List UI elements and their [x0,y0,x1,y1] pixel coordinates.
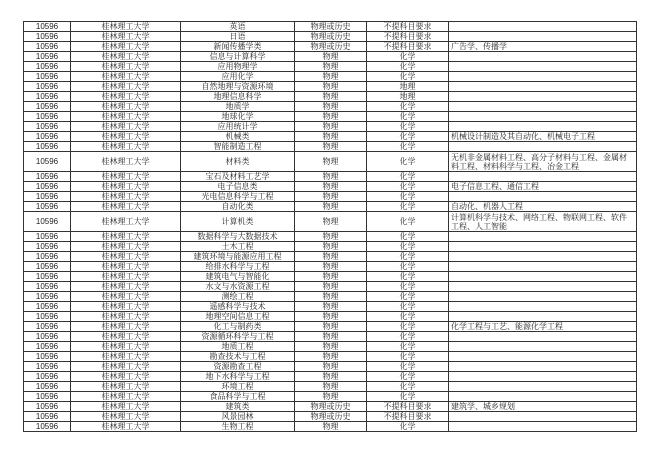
first-subject-cell: 物理 [295,132,367,142]
school-name-cell: 桂林理工大学 [71,142,181,152]
major-name-cell: 地理信息科学 [181,92,295,102]
included-majors-cell [449,362,637,372]
table-row [24,122,637,132]
major-name-cell: 地理空间信息工程 [181,312,295,322]
school-name-cell: 桂林理工大学 [71,22,181,32]
school-code-cell: 10596 [24,342,71,352]
major-name-cell: 风景园林 [181,412,295,422]
table-row [24,282,637,292]
major-name-cell: 应用化学 [181,72,295,82]
school-code-cell: 10596 [24,122,71,132]
included-majors-cell [449,172,637,182]
first-subject-cell: 物理 [295,242,367,252]
included-majors-cell [449,92,637,102]
major-name-cell: 宝石及材料工艺学 [181,172,295,182]
second-subject-cell: 化学 [367,262,449,272]
school-name-cell: 桂林理工大学 [71,372,181,382]
table-row [24,212,637,232]
school-name-cell: 桂林理工大学 [71,92,181,102]
school-name-cell: 桂林理工大学 [71,402,181,412]
second-subject-cell: 化学 [367,272,449,282]
major-name-cell: 遥感科学与技术 [181,302,295,312]
included-majors-cell [449,342,637,352]
school-name-cell: 桂林理工大学 [71,352,181,362]
school-name-cell: 桂林理工大学 [71,182,181,192]
first-subject-cell: 物理 [295,342,367,352]
school-code-cell: 10596 [24,62,71,72]
second-subject-cell: 化学 [367,382,449,392]
first-subject-cell: 物理或历史 [295,412,367,422]
included-majors-cell [449,272,637,282]
included-majors-cell: 计算机科学与技术、网络工程、物联网工程、软件工程、人工智能 [449,212,637,232]
included-majors-cell: 自动化、机器人工程 [449,202,637,212]
major-name-cell: 地球化学 [181,112,295,122]
included-majors-cell [449,62,637,72]
included-majors-cell [449,52,637,62]
included-majors-cell [449,282,637,292]
first-subject-cell: 物理 [295,62,367,72]
first-subject-cell: 物理 [295,232,367,242]
second-subject-cell: 化学 [367,252,449,262]
school-code-cell: 10596 [24,32,71,42]
school-code-cell: 10596 [24,372,71,382]
second-subject-cell: 化学 [367,332,449,342]
table-row [24,42,637,52]
table-row [24,292,637,302]
major-name-cell: 给排水科学与工程 [181,262,295,272]
first-subject-cell: 物理 [295,332,367,342]
school-name-cell: 桂林理工大学 [71,202,181,212]
school-code-cell: 10596 [24,132,71,142]
table-row [24,362,637,372]
included-majors-cell [449,292,637,302]
school-name-cell: 桂林理工大学 [71,192,181,202]
table-row [24,342,637,352]
school-code-cell: 10596 [24,112,71,122]
first-subject-cell: 物理 [295,212,367,232]
school-code-cell: 10596 [24,142,71,152]
included-majors-cell: 广告学、传播学 [449,42,637,52]
second-subject-cell: 化学 [367,202,449,212]
second-subject-cell: 化学 [367,292,449,302]
second-subject-cell: 化学 [367,152,449,172]
school-code-cell: 10596 [24,172,71,182]
second-subject-cell: 化学 [367,372,449,382]
first-subject-cell: 物理或历史 [295,42,367,52]
first-subject-cell: 物理 [295,202,367,212]
first-subject-cell: 物理 [295,102,367,112]
school-code-cell: 10596 [24,352,71,362]
major-name-cell: 资源循环科学与工程 [181,332,295,342]
school-code-cell: 10596 [24,192,71,202]
first-subject-cell: 物理或历史 [295,402,367,412]
second-subject-cell: 化学 [367,182,449,192]
table-row [24,112,637,122]
first-subject-cell: 物理 [295,252,367,262]
second-subject-cell: 化学 [367,72,449,82]
school-code-cell: 10596 [24,72,71,82]
second-subject-cell: 化学 [367,212,449,232]
school-code-cell: 10596 [24,302,71,312]
major-name-cell: 建筑电气与智能化 [181,272,295,282]
included-majors-cell [449,312,637,322]
table-row [24,422,637,432]
major-name-cell: 测绘工程 [181,292,295,302]
second-subject-cell: 化学 [367,392,449,402]
school-code-cell: 10596 [24,272,71,282]
table-row [24,32,637,42]
school-code-cell: 10596 [24,322,71,332]
major-name-cell: 资源勘查工程 [181,362,295,372]
school-name-cell: 桂林理工大学 [71,292,181,302]
major-name-cell: 自动化类 [181,202,295,212]
school-name-cell: 桂林理工大学 [71,82,181,92]
first-subject-cell: 物理 [295,322,367,332]
first-subject-cell: 物理 [295,172,367,182]
school-name-cell: 桂林理工大学 [71,332,181,342]
school-name-cell: 桂林理工大学 [71,42,181,52]
included-majors-cell [449,372,637,382]
major-name-cell: 地下水科学与工程 [181,372,295,382]
school-name-cell: 桂林理工大学 [71,122,181,132]
included-majors-cell [449,332,637,342]
table-row [24,332,637,342]
included-majors-cell [449,192,637,202]
second-subject-cell: 不提科目要求 [367,412,449,422]
first-subject-cell: 物理 [295,312,367,322]
second-subject-cell: 化学 [367,422,449,432]
first-subject-cell: 物理 [295,372,367,382]
table-row [24,62,637,72]
table-row [24,52,637,62]
table-row [24,22,637,32]
school-code-cell: 10596 [24,42,71,52]
second-subject-cell: 不提科目要求 [367,22,449,32]
school-code-cell: 10596 [24,252,71,262]
school-name-cell: 桂林理工大学 [71,32,181,42]
school-name-cell: 桂林理工大学 [71,312,181,322]
school-name-cell: 桂林理工大学 [71,242,181,252]
school-code-cell: 10596 [24,182,71,192]
second-subject-cell: 不提科目要求 [367,402,449,412]
school-code-cell: 10596 [24,382,71,392]
included-majors-cell [449,82,637,92]
major-name-cell: 勘查技术与工程 [181,352,295,362]
second-subject-cell: 化学 [367,172,449,182]
table-row [24,382,637,392]
second-subject-cell: 化学 [367,232,449,242]
school-name-cell: 桂林理工大学 [71,362,181,372]
included-majors-cell [449,392,637,402]
school-code-cell: 10596 [24,282,71,292]
school-name-cell: 桂林理工大学 [71,102,181,112]
second-subject-cell: 化学 [367,282,449,292]
first-subject-cell: 物理 [295,192,367,202]
major-name-cell: 英语 [181,22,295,32]
second-subject-cell: 化学 [367,322,449,332]
second-subject-cell: 化学 [367,362,449,372]
second-subject-cell: 化学 [367,62,449,72]
school-name-cell: 桂林理工大学 [71,412,181,422]
major-name-cell: 生物工程 [181,422,295,432]
school-code-cell: 10596 [24,362,71,372]
second-subject-cell: 化学 [367,112,449,122]
school-code-cell: 10596 [24,412,71,422]
included-majors-cell [449,422,637,432]
major-name-cell: 地质学 [181,102,295,112]
second-subject-cell: 化学 [367,192,449,202]
major-name-cell: 材料类 [181,152,295,172]
second-subject-cell: 不提科目要求 [367,42,449,52]
major-name-cell: 光电信息科学与工程 [181,192,295,202]
included-majors-cell [449,142,637,152]
major-name-cell: 新闻传播学类 [181,42,295,52]
second-subject-cell: 化学 [367,242,449,252]
first-subject-cell: 物理 [295,302,367,312]
table-row [24,252,637,262]
school-code-cell: 10596 [24,242,71,252]
included-majors-cell [449,302,637,312]
included-majors-cell: 化学工程与工艺、能源化学工程 [449,322,637,332]
table-row [24,152,637,172]
first-subject-cell: 物理 [295,152,367,172]
table-row [24,202,637,212]
table-row [24,412,637,422]
table-row [24,232,637,242]
school-name-cell: 桂林理工大学 [71,112,181,122]
major-name-cell: 应用物理学 [181,62,295,72]
table-row [24,72,637,82]
school-code-cell: 10596 [24,392,71,402]
second-subject-cell: 化学 [367,122,449,132]
school-code-cell: 10596 [24,332,71,342]
school-name-cell: 桂林理工大学 [71,132,181,142]
school-name-cell: 桂林理工大学 [71,392,181,402]
major-name-cell: 建筑环境与能源应用工程 [181,252,295,262]
second-subject-cell: 化学 [367,52,449,62]
table-row [24,102,637,112]
second-subject-cell: 不提科目要求 [367,32,449,42]
table-row [24,132,637,142]
table-row [24,312,637,322]
table-body [24,22,637,432]
table-row [24,352,637,362]
table-row [24,92,637,102]
school-code-cell: 10596 [24,312,71,322]
included-majors-cell: 电子信息工程、通信工程 [449,182,637,192]
table-row [24,372,637,382]
school-code-cell: 10596 [24,202,71,212]
school-name-cell: 桂林理工大学 [71,422,181,432]
school-code-cell: 10596 [24,422,71,432]
first-subject-cell: 物理 [295,142,367,152]
included-majors-cell [449,122,637,132]
major-name-cell: 日语 [181,32,295,42]
major-name-cell: 智能制造工程 [181,142,295,152]
school-name-cell: 桂林理工大学 [71,52,181,62]
second-subject-cell: 化学 [367,132,449,142]
first-subject-cell: 物理 [295,352,367,362]
first-subject-cell: 物理或历史 [295,32,367,42]
included-majors-cell [449,382,637,392]
included-majors-cell: 建筑学、城乡规划 [449,402,637,412]
table-row [24,262,637,272]
table-row [24,172,637,182]
school-name-cell: 桂林理工大学 [71,252,181,262]
second-subject-cell: 地理 [367,82,449,92]
first-subject-cell: 物理 [295,182,367,192]
major-name-cell: 电子信息类 [181,182,295,192]
included-majors-cell: 无机非金属材料工程、高分子材料与工程、金属材料工程、材料科学与工程、冶金工程 [449,152,637,172]
included-majors-cell [449,22,637,32]
major-name-cell: 土木工程 [181,242,295,252]
table-row [24,322,637,332]
first-subject-cell: 物理或历史 [295,22,367,32]
major-name-cell: 机械类 [181,132,295,142]
table-row [24,142,637,152]
major-name-cell: 自然地理与资源环境 [181,82,295,92]
first-subject-cell: 物理 [295,422,367,432]
school-name-cell: 桂林理工大学 [71,152,181,172]
school-code-cell: 10596 [24,52,71,62]
major-name-cell: 计算机类 [181,212,295,232]
second-subject-cell: 地理 [367,92,449,102]
included-majors-cell [449,352,637,362]
table-row [24,82,637,92]
school-name-cell: 桂林理工大学 [71,342,181,352]
included-majors-cell [449,262,637,272]
first-subject-cell: 物理 [295,362,367,372]
first-subject-cell: 物理 [295,262,367,272]
school-name-cell: 桂林理工大学 [71,382,181,392]
included-majors-cell [449,242,637,252]
school-name-cell: 桂林理工大学 [71,272,181,282]
included-majors-cell [449,72,637,82]
school-name-cell: 桂林理工大学 [71,172,181,182]
major-name-cell: 信息与计算科学 [181,52,295,62]
included-majors-cell [449,252,637,262]
first-subject-cell: 物理 [295,122,367,132]
major-name-cell: 环境工程 [181,382,295,392]
first-subject-cell: 物理 [295,112,367,122]
major-name-cell: 数据科学与大数据技术 [181,232,295,242]
school-name-cell: 桂林理工大学 [71,282,181,292]
school-name-cell: 桂林理工大学 [71,262,181,272]
school-code-cell: 10596 [24,82,71,92]
school-code-cell: 10596 [24,232,71,242]
table-row [24,242,637,252]
school-name-cell: 桂林理工大学 [71,232,181,242]
school-name-cell: 桂林理工大学 [71,302,181,312]
school-name-cell: 桂林理工大学 [71,72,181,82]
first-subject-cell: 物理 [295,82,367,92]
second-subject-cell: 化学 [367,352,449,362]
first-subject-cell: 物理 [295,272,367,282]
table-row [24,182,637,192]
first-subject-cell: 物理 [295,52,367,62]
second-subject-cell: 化学 [367,342,449,352]
major-name-cell: 化工与制药类 [181,322,295,332]
school-code-cell: 10596 [24,402,71,412]
table-row [24,402,637,412]
school-code-cell: 10596 [24,22,71,32]
major-name-cell: 地质工程 [181,342,295,352]
major-name-cell: 建筑类 [181,402,295,412]
school-name-cell: 桂林理工大学 [71,212,181,232]
second-subject-cell: 化学 [367,142,449,152]
school-code-cell: 10596 [24,102,71,112]
school-name-cell: 桂林理工大学 [71,322,181,332]
first-subject-cell: 物理 [295,292,367,302]
table-row [24,392,637,402]
included-majors-cell: 机械设计制造及其自动化、机械电子工程 [449,132,637,142]
second-subject-cell: 化学 [367,102,449,112]
table-row [24,192,637,202]
major-name-cell: 食品科学与工程 [181,392,295,402]
first-subject-cell: 物理 [295,92,367,102]
included-majors-cell [449,232,637,242]
first-subject-cell: 物理 [295,282,367,292]
school-code-cell: 10596 [24,152,71,172]
school-code-cell: 10596 [24,92,71,102]
major-name-cell: 应用统计学 [181,122,295,132]
table-row [24,272,637,282]
included-majors-cell [449,102,637,112]
school-name-cell: 桂林理工大学 [71,62,181,72]
school-code-cell: 10596 [24,262,71,272]
first-subject-cell: 物理 [295,382,367,392]
admissions-table [23,21,637,432]
school-code-cell: 10596 [24,212,71,232]
school-code-cell: 10596 [24,292,71,302]
major-name-cell: 水文与水资源工程 [181,282,295,292]
included-majors-cell [449,412,637,422]
included-majors-cell [449,112,637,122]
second-subject-cell: 化学 [367,312,449,322]
included-majors-cell [449,32,637,42]
first-subject-cell: 物理 [295,392,367,402]
table-row [24,302,637,312]
first-subject-cell: 物理 [295,72,367,82]
second-subject-cell: 化学 [367,302,449,312]
